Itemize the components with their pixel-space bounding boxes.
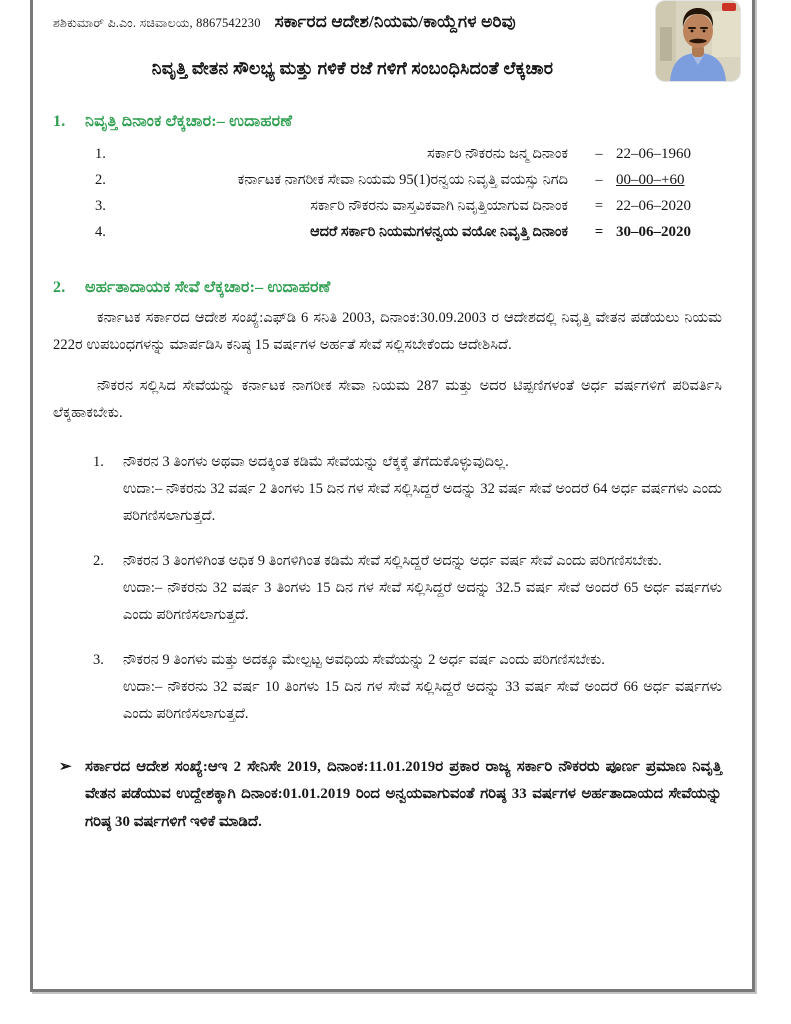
- section-2-heading: [53, 279, 722, 297]
- item-number: 1.: [93, 453, 104, 470]
- note-text: ಸರ್ಕಾರದ ಆದೇಶ ಸಂಖ್ಯೆ:ಆಇ 2 ಸೇನಿಸೇ 2019, ದಿನಾಂಕ:11.01.2019ರ ಪ್ರಕಾರ ರಾಜ್ಯ ಸರ್ಕಾರಿ ನೌಕರರು ಪೂರ್ಣ ಪ್ರಮಾಣ ನಿವೃತ್ತಿ ವೇತನ ಪಡೆಯುವ ಉದ್ದೇಶಕ್ಕಾಗಿ ದಿನಾಂಕ:01.01.2019 ರಿಂದ ಅನ್ವಯವಾಗುವಂತೆ ಗರಿಷ್ಠ 33 ವರ್ಷಗಳ ಅರ್ಹತಾದಾಯದ ಸೇವೆಯನ್ನು ಗರಿಷ್ಠ 30 ವರ್ಷಗಳಿಗೆ ಇಳಿಕೆ ಮಾಡಿದೆ.: [85, 758, 722, 830]
- row-value: 30–06–2020: [616, 224, 691, 240]
- section-2-heading-text: ಅರ್ಹತಾದಾಯಕ ಸೇವೆ ಲೆಕ್ಕಚಾರ:– ಉದಾಹರಣೆ: [85, 279, 331, 296]
- rule-287-paragraph: ನೌಕರನ ಸಲ್ಲಿಸಿದ ಸೇವೆಯನ್ನು ಕರ್ನಾಟಕ ನಾಗರೀಕ ಸೇವಾ ನಿಯಮ 287 ಮತ್ತು ಅದರ ಟಿಪ್ಪಣಿಗಳಂತೆ ಅರ್ಧ ವರ್ಷಗಳಿಗೆ ಪರಿವರ್ತಿಸಿ ಲೆಕ್ಕಹಾಕಬೇಕು.: [53, 377, 722, 421]
- example-text: ಉದಾ:– ನೌಕರನು 32 ವರ್ಷ 2 ತಿಂಗಳು 15 ದಿನ ಗಳ ಸೇವೆ ಸಲ್ಲಿಸಿದ್ದರೆ ಅದನ್ನು 32 ವರ್ಷ ಸೇವೆ ಅಂದರೆ 64 ಅರ್ಧ ವರ್ಷಗಳು ಎಂದು ಪರಿಗಣಿಸಲಾಗುತ್ತದೆ.: [123, 480, 722, 524]
- example-text: ಉದಾ:– ನೌಕರನು 32 ವರ್ಷ 3 ತಿಂಗಳು 15 ದಿನ ಗಳ ಸೇವೆ ಸಲ್ಲಿಸಿದ್ದರೆ ಅದನ್ನು 32.5 ವರ್ಷ ಸೇವೆ ಅಂದರೆ 65 ಅರ್ಧ ವರ್ಷಗಳು ಎಂದು ಪರಿಗಣಿಸಲಾಗುತ್ತದೆ.: [123, 579, 722, 623]
- row-number: 3.: [95, 198, 106, 214]
- list-item: [93, 548, 722, 629]
- presenter-portrait-graphic: [656, 1, 740, 81]
- table-row: [95, 167, 722, 193]
- rule-text: ನೌಕರನ 3 ತಿಂಗಳಿಗಿಂತ ಅಧಿಕ 9 ತಿಂಗಳಿಗಿಂತ ಕಡಿಮೆ ಸೇವೆ ಸಲ್ಲಿಸಿದ್ದರೆ ಅದನ್ನು ಅರ್ಧ ವರ್ಷ ಸೇವೆ ಎಂದು ಪರಿಗಣಿಸಬೇಕು.: [123, 552, 662, 569]
- govt-order-2019-note: [59, 754, 722, 837]
- example-text: ಉದಾ:– ನೌಕರನು 32 ವರ್ಷ 10 ತಿಂಗಳು 15 ದಿನ ಗಳ ಸೇವೆ ಸಲ್ಲಿಸಿದ್ದರೆ ಅದನ್ನು 33 ವರ್ಷ ಸೇವೆ ಅಂದರೆ 66 ಅರ್ಧ ವರ್ಷಗಳು ಎಂದು ಪರಿಗಣಿಸಲಾಗುತ್ತದೆ.: [123, 678, 722, 722]
- row-label: ಕರ್ನಾಟಕ ನಾಗರೀಕ ಸೇವಾ ನಿಯಮ 95(1)ರನ್ವಯ ನಿವೃತ್ತಿ ವಯಸ್ಸು ನಿಗದಿ: [237, 172, 568, 188]
- table-row: [95, 219, 722, 245]
- section-2-number: 2.: [53, 279, 66, 296]
- row-operator: =: [594, 224, 604, 240]
- row-label: ಸರ್ಕಾರಿ ನೌಕರನು ವಾಸ್ತವಿಕವಾಗಿ ನಿವೃತ್ತಿಯಾಗುವ ದಿನಾಂಕ: [310, 198, 568, 214]
- row-label: ಆದರೆ ಸರ್ಕಾರಿ ನಿಯಮಗಳನ್ವಯ ವಯೋ ನಿವೃತ್ತಿ ದಿನಾಂಕ: [310, 224, 568, 240]
- section-1-number: 1.: [53, 113, 66, 130]
- row-number: 4.: [95, 224, 106, 240]
- row-value: 00–00–+60: [616, 172, 685, 188]
- row-value: 22–06–2020: [616, 198, 691, 214]
- retirement-date-table: [95, 141, 722, 245]
- order-2003-paragraph: ಕರ್ನಾಟಕ ಸರ್ಕಾರದ ಆದೇಶ ಸಂಖ್ಯೆ:ಎಫ್‌ಡಿ 6 ಸನಿತಿ 2003, ದಿನಾಂಕ:30.09.2003 ರ ಆದೇಶದಲ್ಲಿ ನಿವೃತ್ತಿ ವೇತನ ಪಡೆಯಲು ನಿಯಮ 222ರ ಉಪಬಂಧಗಳನ್ನು ಮಾರ್ಪಡಿಸಿ ಕನಿಷ್ಠ 15 ವರ್ಷಗಳ ಅರ್ಹತೆ ಸೇವೆ ಸಲ್ಲಿಸಬೇಕೆಂದು ಆದೇಶಿಸಿದೆ.: [53, 310, 722, 353]
- table-row: [95, 193, 722, 219]
- table-row: [95, 141, 722, 167]
- row-number: 2.: [95, 172, 106, 188]
- arrow-bullet-icon: ➢: [59, 758, 72, 775]
- row-value: 22–06–1960: [616, 146, 691, 162]
- row-operator: –: [595, 146, 603, 162]
- item-body: [123, 548, 722, 629]
- author-byline: ಶಶಿಕುಮಾರ್ ಪಿ.ಎಂ. ಸಚಿವಾಲಯ, 8867542230: [53, 16, 261, 30]
- row-operator: =: [594, 198, 604, 214]
- service-rules-list: [93, 449, 722, 728]
- item-body: [123, 647, 722, 728]
- row-label: ಸರ್ಕಾರಿ ನೌಕರನು ಜನ್ಮ ದಿನಾಂಕ: [427, 146, 568, 162]
- item-number: 3.: [93, 651, 104, 668]
- row-number: 1.: [95, 146, 106, 162]
- section-1-heading-text: ನಿವೃತ್ತಿ ದಿನಾಂಕ ಲೆಕ್ಕಚಾರ:– ಉದಾಹರಣೆ: [85, 113, 293, 130]
- list-item: [93, 647, 722, 728]
- section-1-heading: [53, 113, 722, 131]
- rule-text: ನೌಕರನ 3 ತಿಂಗಳು ಅಥವಾ ಅದಕ್ಕಿಂತ ಕಡಿಮೆ ಸೇವೆಯನ್ನು ಲೆಕ್ಕಕ್ಕೆ ತೆಗೆದುಕೊಳ್ಳುವುದಿಲ್ಲ.: [123, 453, 509, 470]
- list-item: [93, 449, 722, 530]
- rule-text: ನೌಕರನ 9 ತಿಂಗಳು ಮತ್ತು ಅದಕ್ಕೂ ಮೇಲ್ಪಟ್ಟ ಅವಧಿಯ ಸೇವೆಯನ್ನು 2 ಅರ್ಧ ವರ್ಷ ಎಂದು ಪರಿಗಣಿಸಬೇಕು.: [123, 651, 605, 668]
- page-frame: [30, 0, 755, 992]
- page-header: [53, 12, 722, 32]
- presenter-photo: [656, 1, 740, 81]
- item-body: [123, 449, 722, 530]
- item-number: 2.: [93, 552, 104, 569]
- document-title: ನಿವೃತ್ತಿ ವೇತನ ಸೌಲಭ್ಯ ಮತ್ತು ಗಳಿಕೆ ರಜೆ ಗಳಿಗೆ ಸಂಬಂಧಿಸಿದಂತೆ ಲೆಕ್ಕಚಾರ: [151, 58, 554, 78]
- program-title: ಸರ್ಕಾರದ ಆದೇಶ/ನಿಯಮ/ಕಾಯ್ದೆಗಳ ಅರಿವು: [274, 12, 516, 31]
- row-operator: –: [595, 172, 603, 188]
